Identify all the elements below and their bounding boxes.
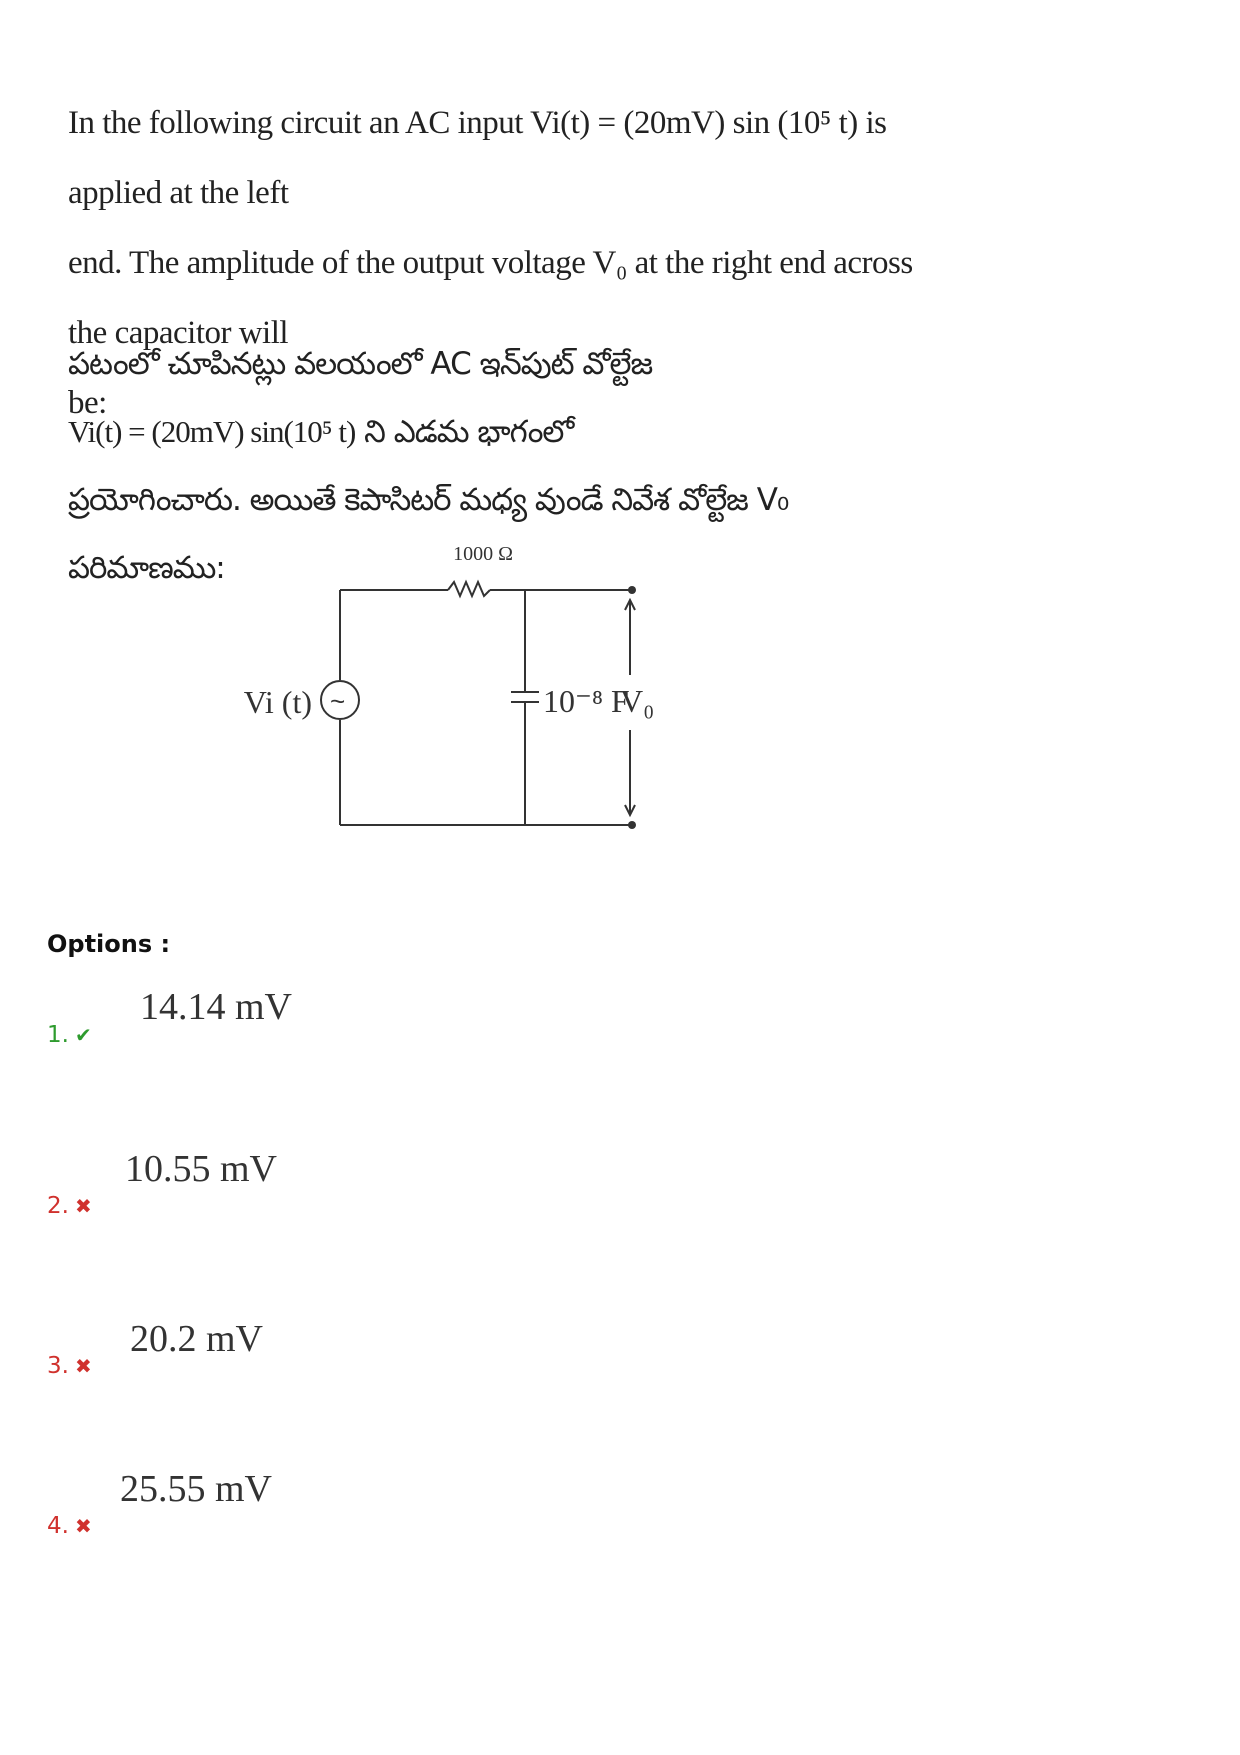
input-voltage-equation-telugu: Vi(t) = (20mV) sin(10⁵ t) [68, 414, 356, 449]
capacitor-label: 10⁻⁸ F [543, 683, 629, 719]
question-english-line1-text: In the following circuit an AC input [68, 105, 523, 141]
option-1-marker [47, 1022, 92, 1048]
terminal-top [628, 586, 636, 594]
question-telugu-line1-text: పటంలో చూపినట్లు వలయంలో AC ఇన్‌పుట్ వోల్టేజ [68, 346, 653, 382]
option-4-marker [47, 1513, 92, 1539]
check-icon: ✔ [74, 1023, 92, 1047]
cross-icon: ✖ [74, 1514, 92, 1538]
option-2-marker [47, 1193, 92, 1219]
option-1-number: 1. [47, 1022, 69, 1048]
input-voltage-equation: Vi(t) = (20mV) sin (10⁵ t) [530, 105, 858, 141]
option-4-value[interactable]: 25.55 mV [120, 1468, 272, 1510]
option-1-value[interactable]: 14.14 mV [140, 986, 292, 1028]
question-english-line3: be: [68, 385, 107, 421]
cross-icon: ✖ [74, 1194, 92, 1218]
question-english-line1 [68, 88, 928, 228]
option-3-number: 3. [47, 1353, 69, 1379]
ac-source-symbol: ~ [330, 686, 346, 716]
option-3-marker [47, 1353, 92, 1379]
question-english-line2: end. The amplitude of the output voltage V₀ at the right end across the capacitor will [68, 245, 913, 351]
option-3-value[interactable]: 20.2 mV [130, 1318, 263, 1360]
option-2-value[interactable]: 10.55 mV [125, 1148, 277, 1190]
output-voltage-label: V₀ [620, 683, 655, 719]
option-4-number: 4. [47, 1513, 69, 1539]
rc-circuit-diagram [240, 530, 660, 850]
options-heading: Options : [47, 930, 171, 958]
question-telugu-line1-end: ని ఎడమ భాగంలో [364, 414, 574, 450]
resistor-symbol [448, 582, 490, 596]
source-label: Vi (t) [243, 684, 312, 720]
option-2-number: 2. [47, 1193, 69, 1219]
question-telugu-line1 [68, 330, 948, 466]
question-english-line1-end: is applied at the left [68, 105, 887, 211]
question-telugu-line2: ప్రయోగించారు. అయితే కెపాసిటర్ మధ్య వుండే నివేశ వోల్టేజ V₀ పరిమాణము: [68, 482, 789, 586]
cross-icon: ✖ [74, 1354, 92, 1378]
terminal-bottom [628, 821, 636, 829]
resistor-label: 1000 Ω [453, 543, 513, 565]
